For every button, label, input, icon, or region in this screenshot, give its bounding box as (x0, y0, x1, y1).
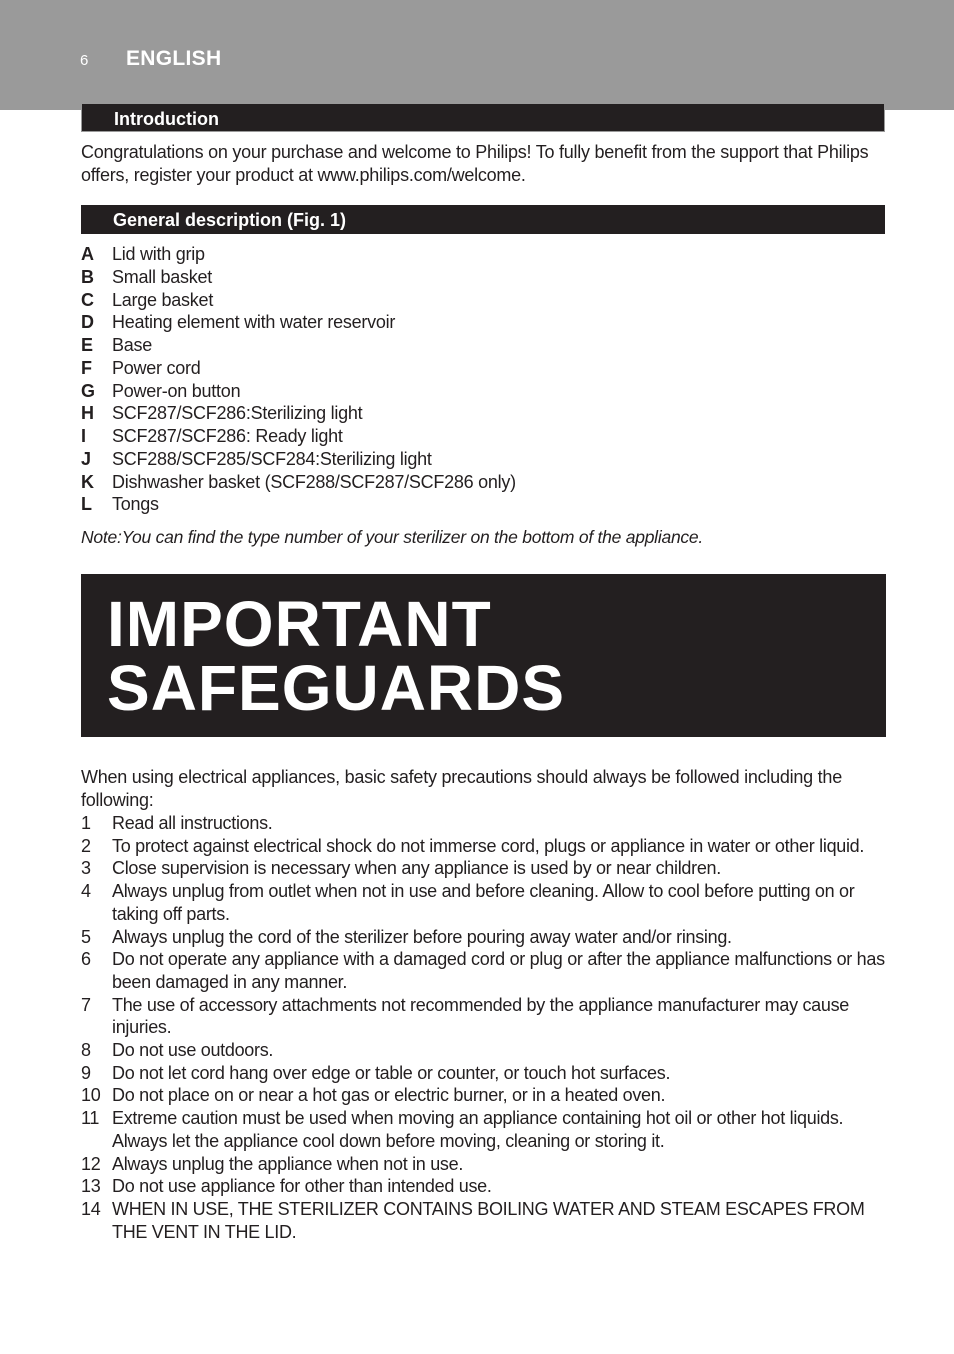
rule-text: The use of accessory attachments not recommended by the appliance manufacturer may cause injuries. (112, 994, 850, 1038)
part-letter: I (81, 426, 86, 446)
rule-number: 7 (81, 994, 91, 1015)
list-item (81, 994, 887, 1039)
part-letter: F (81, 357, 92, 378)
part-label: Power-on button (112, 380, 241, 401)
rule-text: Close supervision is necessary when any appliance is used by or near children. (112, 858, 721, 879)
rule-number: 8 (81, 1040, 91, 1061)
important-safeguards-banner (81, 574, 886, 737)
part-letter: C (81, 289, 94, 310)
part-letter: E (81, 335, 93, 355)
rule-number: 6 (81, 949, 91, 970)
list-item (81, 812, 887, 835)
rule-number: 11 (81, 1108, 100, 1129)
introduction-text: Congratulations on your purchase and welcome to Philips! To fully benefit from the support that Philips offers, register your product at www.philips.com/welcome. (81, 142, 869, 185)
safeguards-title-line-2: SAFEGUARDS (107, 652, 566, 724)
rule-text: Do not use appliance for other than intended use. (112, 1176, 492, 1197)
part-letter: J (81, 448, 91, 469)
language-label: ENGLISH (126, 47, 222, 70)
list-item (81, 948, 887, 993)
part-letter: G (81, 380, 95, 401)
list-item (81, 926, 887, 949)
rule-text: Always unplug the cord of the sterilizer before pouring away water and/or rinsing. (112, 926, 732, 947)
rule-text: Do not place on or near a hot gas or electric burner, or in a heated oven. (112, 1085, 666, 1106)
rule-text: Always unplug the appliance when not in use. (112, 1153, 464, 1174)
part-letter: L (81, 494, 92, 515)
part-label: Base (112, 335, 153, 355)
page-header-band (0, 0, 954, 110)
list-item (81, 880, 887, 925)
part-label: Dishwasher basket (SCF288/SCF287/SCF286 only) (112, 471, 516, 492)
part-label: SCF288/SCF285/SCF284:Sterilizing light (112, 448, 432, 469)
rule-number: 9 (81, 1062, 91, 1083)
list-item (81, 1039, 887, 1062)
part-label: Power cord (112, 357, 201, 378)
list-item (81, 1084, 887, 1107)
list-item (81, 1062, 887, 1085)
part-label: Lid with grip (112, 244, 205, 264)
part-label: Large basket (112, 289, 214, 310)
part-label: SCF287/SCF286:Sterilizing light (112, 403, 363, 424)
part-letter: H (81, 403, 94, 424)
rule-text: WHEN IN USE, THE STERILIZER CONTAINS BOILING WATER AND STEAM ESCAPES FROM THE VENT IN THE LID. (112, 1198, 865, 1242)
rule-text: To protect against electrical shock do not immerse cord, plugs or appliance in water or other liquid. (112, 835, 865, 856)
list-item (81, 1107, 887, 1152)
rule-number: 13 (81, 1176, 101, 1197)
part-letter: K (81, 471, 94, 492)
type-number-note: Note:You can find the type number of your sterilizer on the bottom of the appliance. (81, 527, 704, 547)
rule-number: 4 (81, 881, 91, 902)
part-label: Small basket (112, 266, 213, 287)
list-item (81, 1153, 887, 1176)
part-letter: A (81, 244, 94, 264)
introduction-heading: Introduction (81, 103, 885, 132)
safeguards-intro: When using electrical appliances, basic safety precautions should always be followed including the following: (81, 767, 842, 810)
rule-number: 14 (81, 1198, 101, 1219)
part-letter: B (81, 266, 94, 287)
general-description-heading: General description (Fig. 1) (81, 205, 885, 234)
list-item (81, 835, 887, 858)
page-number: 6 (80, 52, 89, 69)
list-item (81, 857, 887, 880)
rule-text: Always unplug from outlet when not in use and before cleaning. Allow to cool before putting on or taking off parts. (112, 881, 855, 924)
rule-number: 5 (81, 926, 91, 947)
list-item (81, 1198, 887, 1243)
part-letter: D (81, 312, 94, 333)
rule-number: 3 (81, 858, 91, 879)
safeguards-title-line-1: IMPORTANT (107, 588, 492, 660)
safeguards-list (81, 812, 887, 1243)
safeguards-title (107, 588, 566, 724)
rule-text: Do not operate any appliance with a damaged cord or plug or after the appliance malfunctions or has been damaged in any manner. (112, 949, 885, 992)
rule-text: Extreme caution must be used when moving an appliance containing hot oil or other hot liquids. Always let the appliance cool down before moving, cleaning or storing it. (112, 1108, 844, 1151)
rule-number: 1 (81, 813, 91, 833)
rule-number: 2 (81, 835, 91, 856)
rule-number: 10 (81, 1085, 101, 1106)
rule-text: Do not use outdoors. (112, 1040, 274, 1061)
part-label: SCF287/SCF286: Ready light (112, 426, 343, 446)
part-label: Heating element with water reservoir (112, 312, 396, 333)
part-label: Tongs (112, 494, 159, 515)
rule-number: 12 (81, 1153, 101, 1174)
list-item (81, 1175, 887, 1198)
rule-text: Do not let cord hang over edge or table or counter, or touch hot surfaces. (112, 1062, 671, 1083)
rule-text: Read all instructions. (112, 813, 273, 833)
